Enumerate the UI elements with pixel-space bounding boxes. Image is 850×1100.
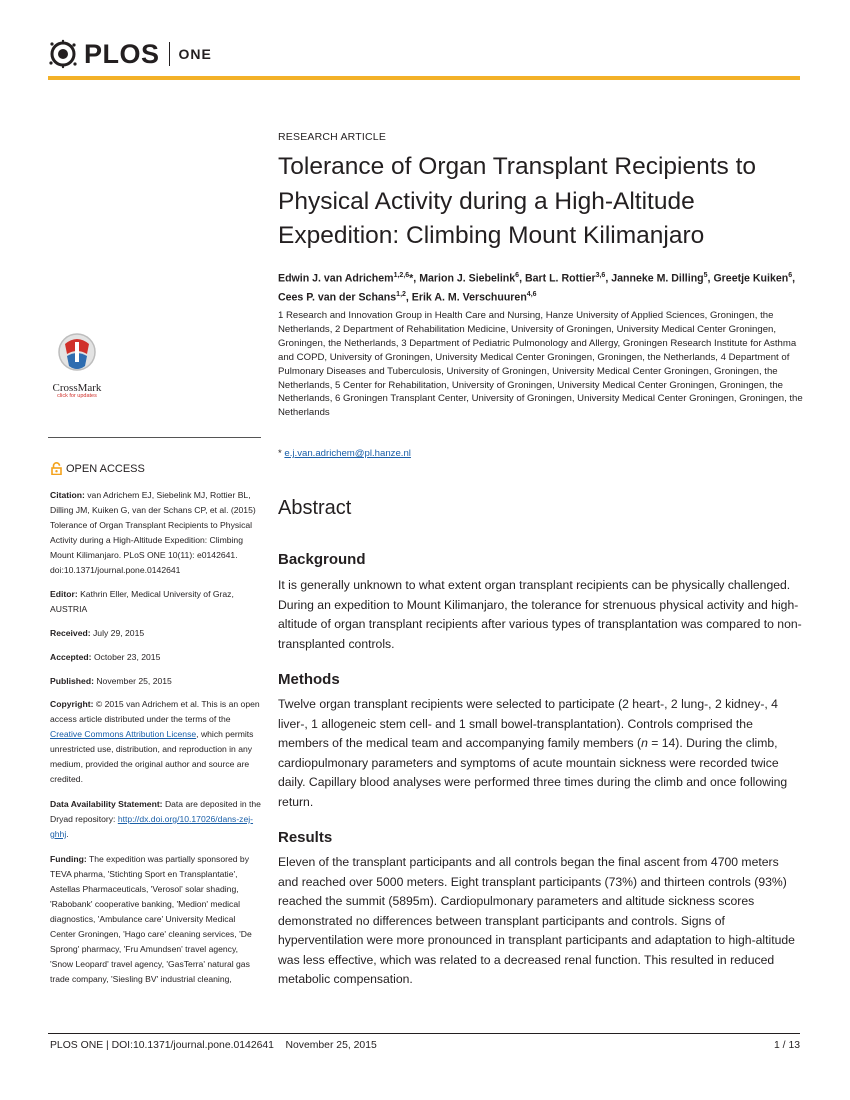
citation-text: van Adrichem EJ, Siebelink MJ, Rottier BL, Dilling JM, Kuiken G, van der Schans CP, et al. (2015) Tolerance of Organ Transplant Recipients to Physical Activity during a High-Altitude Expedition: Climbing Mount Kilimanjaro. PLoS ONE 10(11): e0142641. doi:10.1371/journal.pone.0142641 [50, 490, 256, 575]
copyright-block [50, 697, 262, 787]
received-date: July 29, 2015 [93, 628, 145, 638]
funding-text: The expedition was partially sponsored by TEVA pharma, 'Stichting Sport en Transplantatie', Astellas Pharmaceuticals, 'Verosol' solar shading, 'Rabobank' cooperative banking, 'Medion' medical diagnostics, 'Ambulance care' University Medical Center Groningen, 'Hago care' cleaning services, 'De Sprong' pharmacy, 'Fru Amundsen' travel agency, 'Snow Leopard' travel agency, 'GasTerra' natural gas trade company, 'Siesling BV' industrial cleaning, [50, 854, 252, 984]
crossmark-icon [57, 330, 97, 376]
corresponding-email[interactable]: e.j.van.adrichem@pl.hanze.nl [284, 448, 411, 459]
funding-label: Funding: [50, 854, 87, 864]
abstract-heading: Abstract [278, 497, 352, 519]
author-affiliation: 1,2 [396, 290, 406, 298]
editor-block [50, 587, 262, 617]
published-block [50, 674, 262, 689]
published-label: Published: [50, 676, 94, 686]
data-availability-block [50, 797, 262, 842]
results-paragraph: Eleven of the transplant participants and all controls began the final ascent from 4700 meters and reached over 5000 meters. Eight transplant participants (73%) and thirteen controls (93%) reached the summit (5895m). Cardiopulmonary parameters and altitude sickness scores demonstrated no differences between transplant participants and controls. Signs of hyperventilation were more pronounced in transplant participants and adaptation to high-altitude was less effective, which was related to a decreased renal function. This resulted in reduced metabolic compensation. [278, 855, 795, 986]
article-title: Tolerance of Organ Transplant Recipients to Physical Activity during a High-Altitude Expedition: Climbing Mount Kilimanjaro [278, 153, 757, 249]
funding-block [50, 852, 262, 987]
footer-rule [48, 1033, 800, 1034]
dryad-link[interactable]: http://dx.doi.org/10.17026/dans-zej-ghhj [50, 814, 254, 839]
plos-logo[interactable] [48, 38, 212, 70]
author-affiliation: 6 [788, 272, 793, 279]
open-access-label: OPEN ACCESS [66, 462, 145, 475]
crossmark-badge[interactable] [46, 330, 108, 399]
editor-text: Kathrin Eller, Medical University of Graz, AUSTRIA [50, 589, 234, 614]
background-paragraph: It is generally unknown to what extent organ transplant recipients can be physically challenged. During an expedition to Mount Kilimanjaro, the tolerance for strenuous physical activity and high-altitude of organ transplant recipients after various types of transplantation was compared to non-transplanted controls. [278, 578, 802, 651]
author-name[interactable]: Bart L. Rottier [524, 272, 596, 285]
citation-block [50, 488, 262, 578]
methods-heading: Methods [278, 671, 340, 688]
author-name[interactable]: Cees P. van der Schans [278, 291, 397, 304]
open-access-badge [51, 462, 145, 475]
journal-name: ONE [178, 46, 212, 62]
publisher-name: PLOS [84, 38, 160, 69]
author-affiliation: 4,6 [526, 290, 537, 298]
methods-text-2: = 14). During the climb, cardiopulmonary parameters and symptoms of acute mountain sickness were recorded twice daily. Capillary blood analyses were performed three times during the climb and once following return. [278, 736, 788, 809]
page-number: 1 / 13 [774, 1040, 800, 1051]
results-heading: Results [278, 829, 333, 846]
author-affiliation: 3,6 [595, 272, 606, 279]
license-link[interactable]: Creative Commons Attribution License [50, 729, 197, 739]
open-lock-icon [51, 462, 62, 475]
methods-paragraph [278, 695, 802, 812]
sidebar-rule [48, 437, 261, 438]
accepted-label: Accepted: [50, 652, 92, 662]
corresponding-star: * [278, 448, 282, 459]
received-label: Received: [50, 628, 91, 638]
background-heading: Background [278, 551, 366, 568]
corresponding-author [278, 448, 411, 459]
author-affiliation: 1,2,6 [393, 272, 410, 279]
author-name[interactable]: Greetje Kuiken [713, 272, 789, 285]
data-availability-post: . [66, 829, 69, 839]
accepted-block [50, 650, 262, 665]
copyright-label: Copyright: [50, 699, 94, 709]
author-name[interactable]: Marion J. Siebelink [419, 272, 516, 285]
logo-divider [169, 42, 170, 66]
author-affiliation: 5 [703, 272, 708, 279]
data-availability-text: Data are deposited in the Dryad repository: [50, 799, 261, 824]
methods-n: n [641, 736, 648, 750]
published-date: November 25, 2015 [96, 676, 172, 686]
received-block [50, 626, 262, 641]
affiliations: 1 Research and Innovation Group in Health Care and Nursing, Hanze University of Applied Sciences, Groningen, the Netherlands, 2 Department of Rehabilitation Medicine, University of Groningen, University Medical Center Groningen, Groningen, the Netherlands, 3 Department of Pediatric Pulmonology and Allergy, Groningen Research Institute for Asthma and COPD, University of Groningen, University Medical Center Groningen, Groningen, the Netherlands, 4 Department of Pulmonary Diseases and Tuberculosis, University of Groningen, University Medical Center Groningen, Groningen, the Netherlands, 5 Center for Rehabilitation, University of Groningen, University Medical Center Groningen, Groningen, the Netherlands, 6 Groningen Transplant Center, University of Groningen, University Medical Center Groningen, Groningen, the Netherlands [278, 310, 803, 419]
article-type: RESEARCH ARTICLE [278, 131, 387, 143]
plos-globe-icon [48, 39, 78, 69]
author-list: Edwin J. van Adrichem$^{1,2,6}$*, Marion J. Siebelink$^6$, Bart L. Rottier$^{3,6}$, Janneke M. Dilling$^5$, Greetje Kuiken$^6$, Cees P. van der Schans$^{1,2}$, Erik A. M. Verschuuren$^{4,6}$ [278, 272, 796, 304]
editor-label: Editor: [50, 589, 78, 599]
copyright-text: © 2015 van Adrichem et al. This is an open access article distributed under the terms of the [50, 699, 260, 724]
crossmark-label: CrossMark [52, 382, 102, 394]
author-name[interactable]: Janneke M. Dilling [611, 272, 704, 285]
footer-citation: PLOS ONE | DOI:10.1371/journal.pone.0142641 November 25, 2015 [50, 1040, 377, 1051]
accepted-date: October 23, 2015 [93, 652, 161, 662]
copyright-text-post: , which permits unrestricted use, distribution, and reproduction in any medium, provided the original author and source are credited. [50, 729, 254, 784]
author-name[interactable]: Erik A. M. Verschuuren [411, 291, 527, 304]
crossmark-sublabel: click for updates [57, 393, 97, 399]
citation-label: Citation: [50, 490, 85, 500]
author-name[interactable]: Edwin J. van Adrichem [278, 272, 394, 285]
data-availability-label: Data Availability Statement: [50, 799, 163, 809]
header-rule [48, 76, 800, 80]
corresponding-mark: * [409, 272, 414, 285]
methods-text-1: Twelve organ transplant recipients were selected to participate (2 heart-, 2 lung-, 2 kidney-, 4 liver-, 1 allogeneic stem cell- and 1 small bowel-transplantation). Controls comprised the members of the medical team and accompanying family members ( [278, 697, 778, 750]
author-affiliation: 6 [515, 272, 520, 279]
